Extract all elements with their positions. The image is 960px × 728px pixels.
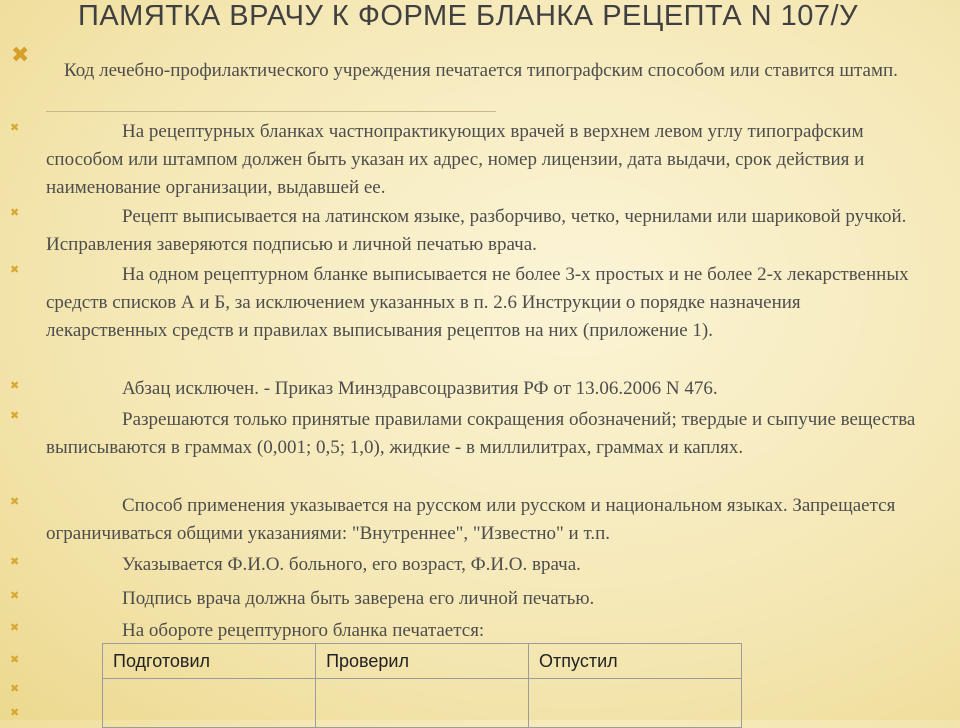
header-dispensed: Отпустил — [529, 644, 742, 679]
paragraph-7: Способ применения указывается на русском или русском и национальном языках. Запрещается ограничиваться общими указаниями: "Внутреннее", "Известно" и т.п. — [46, 495, 896, 544]
paragraph-9: Подпись врача должна быть заверена его личной печатью. — [122, 588, 595, 609]
bullet-x-icon: ✖ — [10, 495, 20, 508]
bullet-x-icon: ✖ — [11, 43, 30, 68]
bullet-x-icon: ✖ — [10, 589, 20, 602]
table-header-row — [103, 644, 742, 679]
bullet-x-icon: ✖ — [10, 682, 20, 695]
table-cell — [103, 679, 316, 728]
bullet-x-icon: ✖ — [10, 206, 20, 219]
header-checked: Проверил — [316, 644, 529, 679]
paragraph-6: Разрешаются только принятые правилами сокращения обозначений; твердые и сыпучие вещества выписываются в граммах (0,001; 0,5; 1,0), жидкие - в миллилитрах, граммах и каплях. — [46, 409, 916, 458]
paragraph-10: На обороте рецептурного бланка печатается: — [122, 620, 485, 641]
bullet-x-icon: ✖ — [10, 121, 20, 134]
table-cell — [529, 679, 742, 728]
header-prepared: Подготовил — [103, 644, 316, 679]
paragraph-5: Абзац исключен. - Приказ Минздравсоцразвития РФ от 13.06.2006 N 476. — [122, 378, 718, 399]
paragraph-3: Рецепт выписывается на латинском языке, разборчиво, четко, чернилами или шариковой ручкой. Исправления заверяются подписью и личной печатью врача. — [46, 206, 907, 255]
paragraph-1: Код лечебно-профилактического учреждения печатается типографским способом или ставится штамп. — [64, 60, 898, 81]
divider — [46, 111, 496, 112]
signature-table — [102, 643, 742, 728]
bullet-x-icon: ✖ — [10, 653, 20, 666]
paragraph-8: Указывается Ф.И.О. больного, его возраст, Ф.И.О. врача. — [122, 554, 581, 575]
paragraph-4: На одном рецептурном бланке выписывается не более 3-х простых и не более 2-х лекарственных средств списков А и Б, за исключением указанных в п. 2.6 Инструкции о порядке назначения лекарственных средств и правилах выписывания рецептов на них (приложение 1). — [46, 264, 909, 341]
table-cell — [316, 679, 529, 728]
paragraph-2: На рецептурных бланках частнопрактикующих врачей в верхнем левом углу типографским способом или штампом должен быть указан их адрес, номер лицензии, дата выдачи, срок действия и наименование организации, выдавшей ее. — [46, 121, 865, 198]
bullet-x-icon: ✖ — [10, 621, 20, 634]
bullet-x-icon: ✖ — [10, 379, 20, 392]
table-row — [103, 679, 742, 728]
bullet-x-icon: ✖ — [10, 555, 20, 568]
bullet-x-icon: ✖ — [10, 263, 20, 276]
slide-title: ПАМЯТКА ВРАЧУ К ФОРМЕ БЛАНКА РЕЦЕПТА N 107/У — [78, 0, 859, 32]
bullet-x-icon: ✖ — [10, 409, 20, 422]
bullet-x-icon: ✖ — [10, 706, 20, 719]
